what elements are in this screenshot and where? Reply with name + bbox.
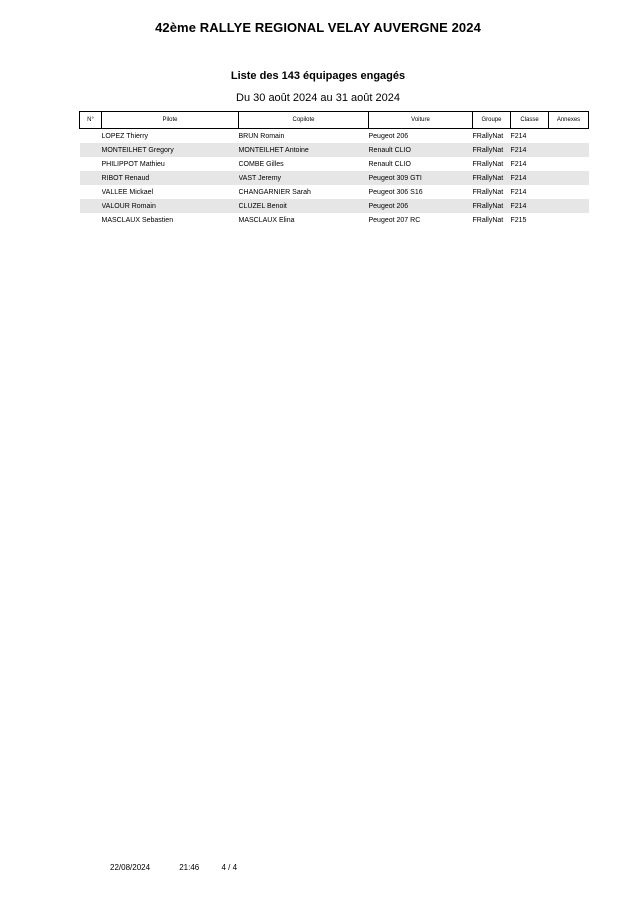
cell-pilote: VALOUR Romain: [102, 199, 239, 213]
document-subtitle: Liste des 143 équipages engagés: [230, 70, 406, 82]
cell-groupe: FRallyNat: [472, 188, 504, 196]
cell-copilote: COMBE Gilles: [238, 160, 284, 168]
cell-annexes: [549, 129, 589, 144]
entries-table: [79, 111, 589, 227]
cell-groupe: FRallyNat: [473, 143, 511, 157]
cell-copilote: BRUN Romain: [238, 132, 285, 140]
cell-voiture: Peugeot 206: [369, 199, 473, 213]
cell-pilote: RIBOT Renaud: [102, 171, 239, 185]
table-row: [80, 213, 589, 227]
table-header-row: [80, 112, 589, 129]
table-row: [80, 129, 589, 144]
cell-pilote: MASCLAUX Sebastien: [101, 216, 174, 224]
cell-annexes: [549, 143, 589, 157]
cell-voiture: Peugeot 309 GTI: [369, 171, 473, 185]
cell-pilote: VALLEE Mickael: [101, 188, 154, 196]
page-footer: [110, 863, 237, 872]
cell-pilote: PHILIPPOT Mathieu: [101, 160, 165, 168]
cell-classe: F215: [510, 216, 527, 224]
column-header-groupe: Groupe: [473, 112, 511, 129]
footer-time: 21:46: [179, 863, 200, 872]
cell-classe: F214: [510, 132, 527, 140]
cell-groupe: FRallyNat: [472, 160, 504, 168]
column-header-classe: Classe: [511, 112, 549, 129]
cell-num: [80, 171, 102, 185]
cell-annexes: [549, 185, 589, 199]
cell-voiture: Peugeot 207 RC: [368, 216, 421, 224]
date-range: Du 30 août 2024 au 31 août 2024: [236, 92, 400, 104]
cell-groupe: FRallyNat: [472, 132, 504, 140]
cell-num: [80, 129, 102, 144]
cell-pilote: MONTEILHET Gregory: [102, 143, 239, 157]
cell-groupe: FRallyNat: [473, 171, 511, 185]
cell-voiture: Peugeot 306 S16: [368, 188, 423, 196]
cell-num: [80, 185, 102, 199]
cell-classe: F214: [510, 188, 527, 196]
table-row: [80, 199, 589, 213]
table-row: [80, 157, 589, 171]
column-header-num: N°: [80, 112, 102, 129]
cell-copilote: CHANGARNIER Sarah: [238, 188, 311, 196]
cell-voiture: Renault CLIO: [369, 143, 473, 157]
cell-num: [80, 199, 102, 213]
document-title: 42ème RALLYE REGIONAL VELAY AUVERGNE 2024: [155, 20, 481, 35]
cell-classe: F214: [511, 199, 549, 213]
table-row: [80, 143, 589, 157]
cell-copilote: MASCLAUX Elina: [238, 216, 295, 224]
page-number: 4 / 4: [221, 863, 238, 872]
cell-num: [80, 143, 102, 157]
cell-pilote: LOPEZ Thierry: [101, 132, 149, 140]
footer-date: 22/08/2024: [110, 863, 151, 872]
cell-num: [80, 213, 102, 227]
cell-num: [80, 157, 102, 171]
table-row: [80, 171, 589, 185]
cell-annexes: [549, 199, 589, 213]
cell-classe: F214: [511, 171, 549, 185]
column-header-pilote: Pilote: [102, 112, 239, 129]
cell-voiture: Renault CLIO: [368, 160, 411, 168]
cell-groupe: FRallyNat: [473, 199, 511, 213]
cell-copilote: CLUZEL Benoit: [239, 199, 369, 213]
cell-annexes: [549, 171, 589, 185]
table-row: [80, 185, 589, 199]
cell-annexes: [549, 213, 589, 227]
cell-voiture: Peugeot 206: [368, 132, 409, 140]
column-header-voiture: Voiture: [369, 112, 473, 129]
cell-copilote: VAST Jeremy: [239, 171, 369, 185]
cell-groupe: FRallyNat: [472, 216, 504, 224]
cell-annexes: [549, 157, 589, 171]
column-header-copilote: Copilote: [239, 112, 369, 129]
cell-copilote: MONTEILHET Antoine: [239, 143, 369, 157]
cell-classe: F214: [510, 160, 527, 168]
column-header-annexes: Annexes: [549, 112, 589, 129]
cell-classe: F214: [511, 143, 549, 157]
